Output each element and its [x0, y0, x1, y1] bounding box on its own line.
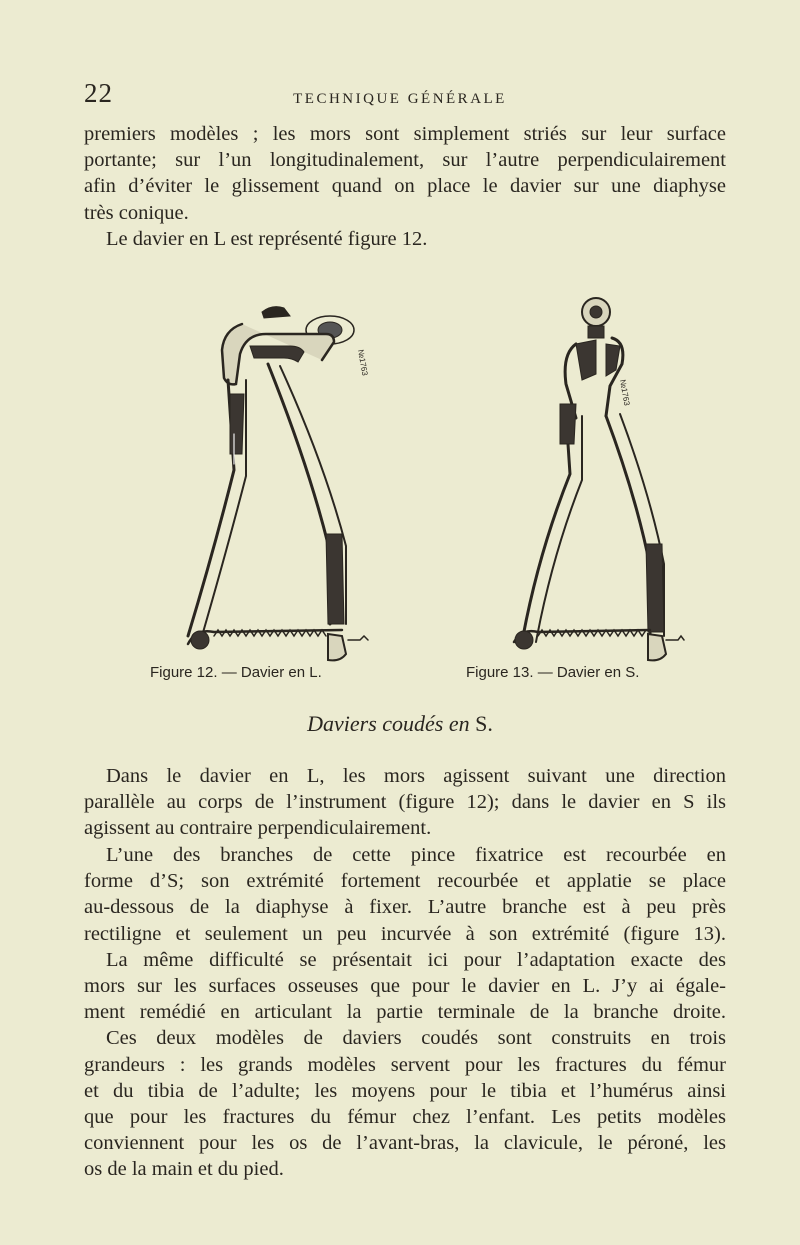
text-line: L’une des branches de cette pince fixatrice est recourbée en: [106, 844, 726, 866]
text-line: parallèle au corps de l’instrument (figure 12); dans le davier en S ils: [84, 791, 726, 814]
text-line: Dans le davier en L, les mors agissent suivant une direction: [106, 765, 726, 787]
text-line: Le davier en L est représenté figure 12.: [106, 228, 428, 250]
figure-12-engraved-mark: №1763: [356, 348, 370, 377]
text-line: Ces deux modèles de daviers coudés sont construits en trois: [106, 1027, 726, 1050]
text-line: au-dessous de la diaphyse à fixer. L’autre branche est à peu près: [84, 896, 726, 919]
figure-12-caption: Figure 12. — Davier en L.: [150, 664, 322, 681]
text-line: que pour les fractures du fémur chez l’enfant. Les petits modèles: [84, 1106, 726, 1129]
text-line: très conique.: [84, 201, 189, 224]
text-line: forme d’S; son extrémité fortement recourbée et applatie se place: [84, 870, 726, 893]
text-line: os de la main et du pied.: [84, 1158, 284, 1181]
text-line: et du tibia de l’adulte; les moyens pour le tibia et l’humérus ainsi: [84, 1079, 726, 1102]
body-paragraph-2: [84, 842, 726, 1183]
body-paragraph-1: [84, 763, 726, 842]
section-title: [0, 711, 800, 737]
page-number: 22: [84, 78, 113, 108]
text-line: mors sur les surfaces osseuses que pour le davier en L. J’y ai égale-: [84, 975, 726, 998]
text-line: grandeurs : les grands modèles servent pour les fractures du fémur: [84, 1053, 726, 1076]
text-line: afin d’éviter le glissement quand on place le davier sur une diaphyse: [84, 175, 726, 198]
figure-13-engraved-mark: №1763: [618, 378, 632, 407]
figure-13-caption: Figure 13. — Davier en S.: [466, 664, 640, 681]
text-line: La même difficulté se présentait ici pour l’adaptation exacte des: [106, 948, 726, 971]
running-head: TECHNIQUE GÉNÉRALE: [293, 91, 507, 107]
text-line: premiers modèles ; les mors sont simplement striés sur leur surface: [84, 123, 726, 145]
figures-area: [150, 284, 690, 664]
text-line: agissent au contraire perpendiculairement.: [84, 817, 432, 840]
text-line: conviennent pour les os de l’avant-bras, la clavicule, le péroné, les: [84, 1132, 726, 1155]
text-line: ment remédié en articulant la partie terminale de la branche droite.: [84, 1001, 726, 1024]
text-line: portante; sur l’un longitudinalement, sur l’autre perpendiculairement: [84, 149, 726, 172]
section-title-italic: Daviers coudés en: [307, 711, 470, 736]
figure-reference-paragraph: [84, 226, 726, 252]
figure-13-davier-en-s-illustration: [150, 284, 690, 664]
section-title-letter: S.: [475, 711, 493, 736]
text-line: rectiligne et seulement un peu incurvée à son extrémité (figure 13).: [84, 922, 726, 945]
intro-paragraph: [84, 121, 726, 226]
